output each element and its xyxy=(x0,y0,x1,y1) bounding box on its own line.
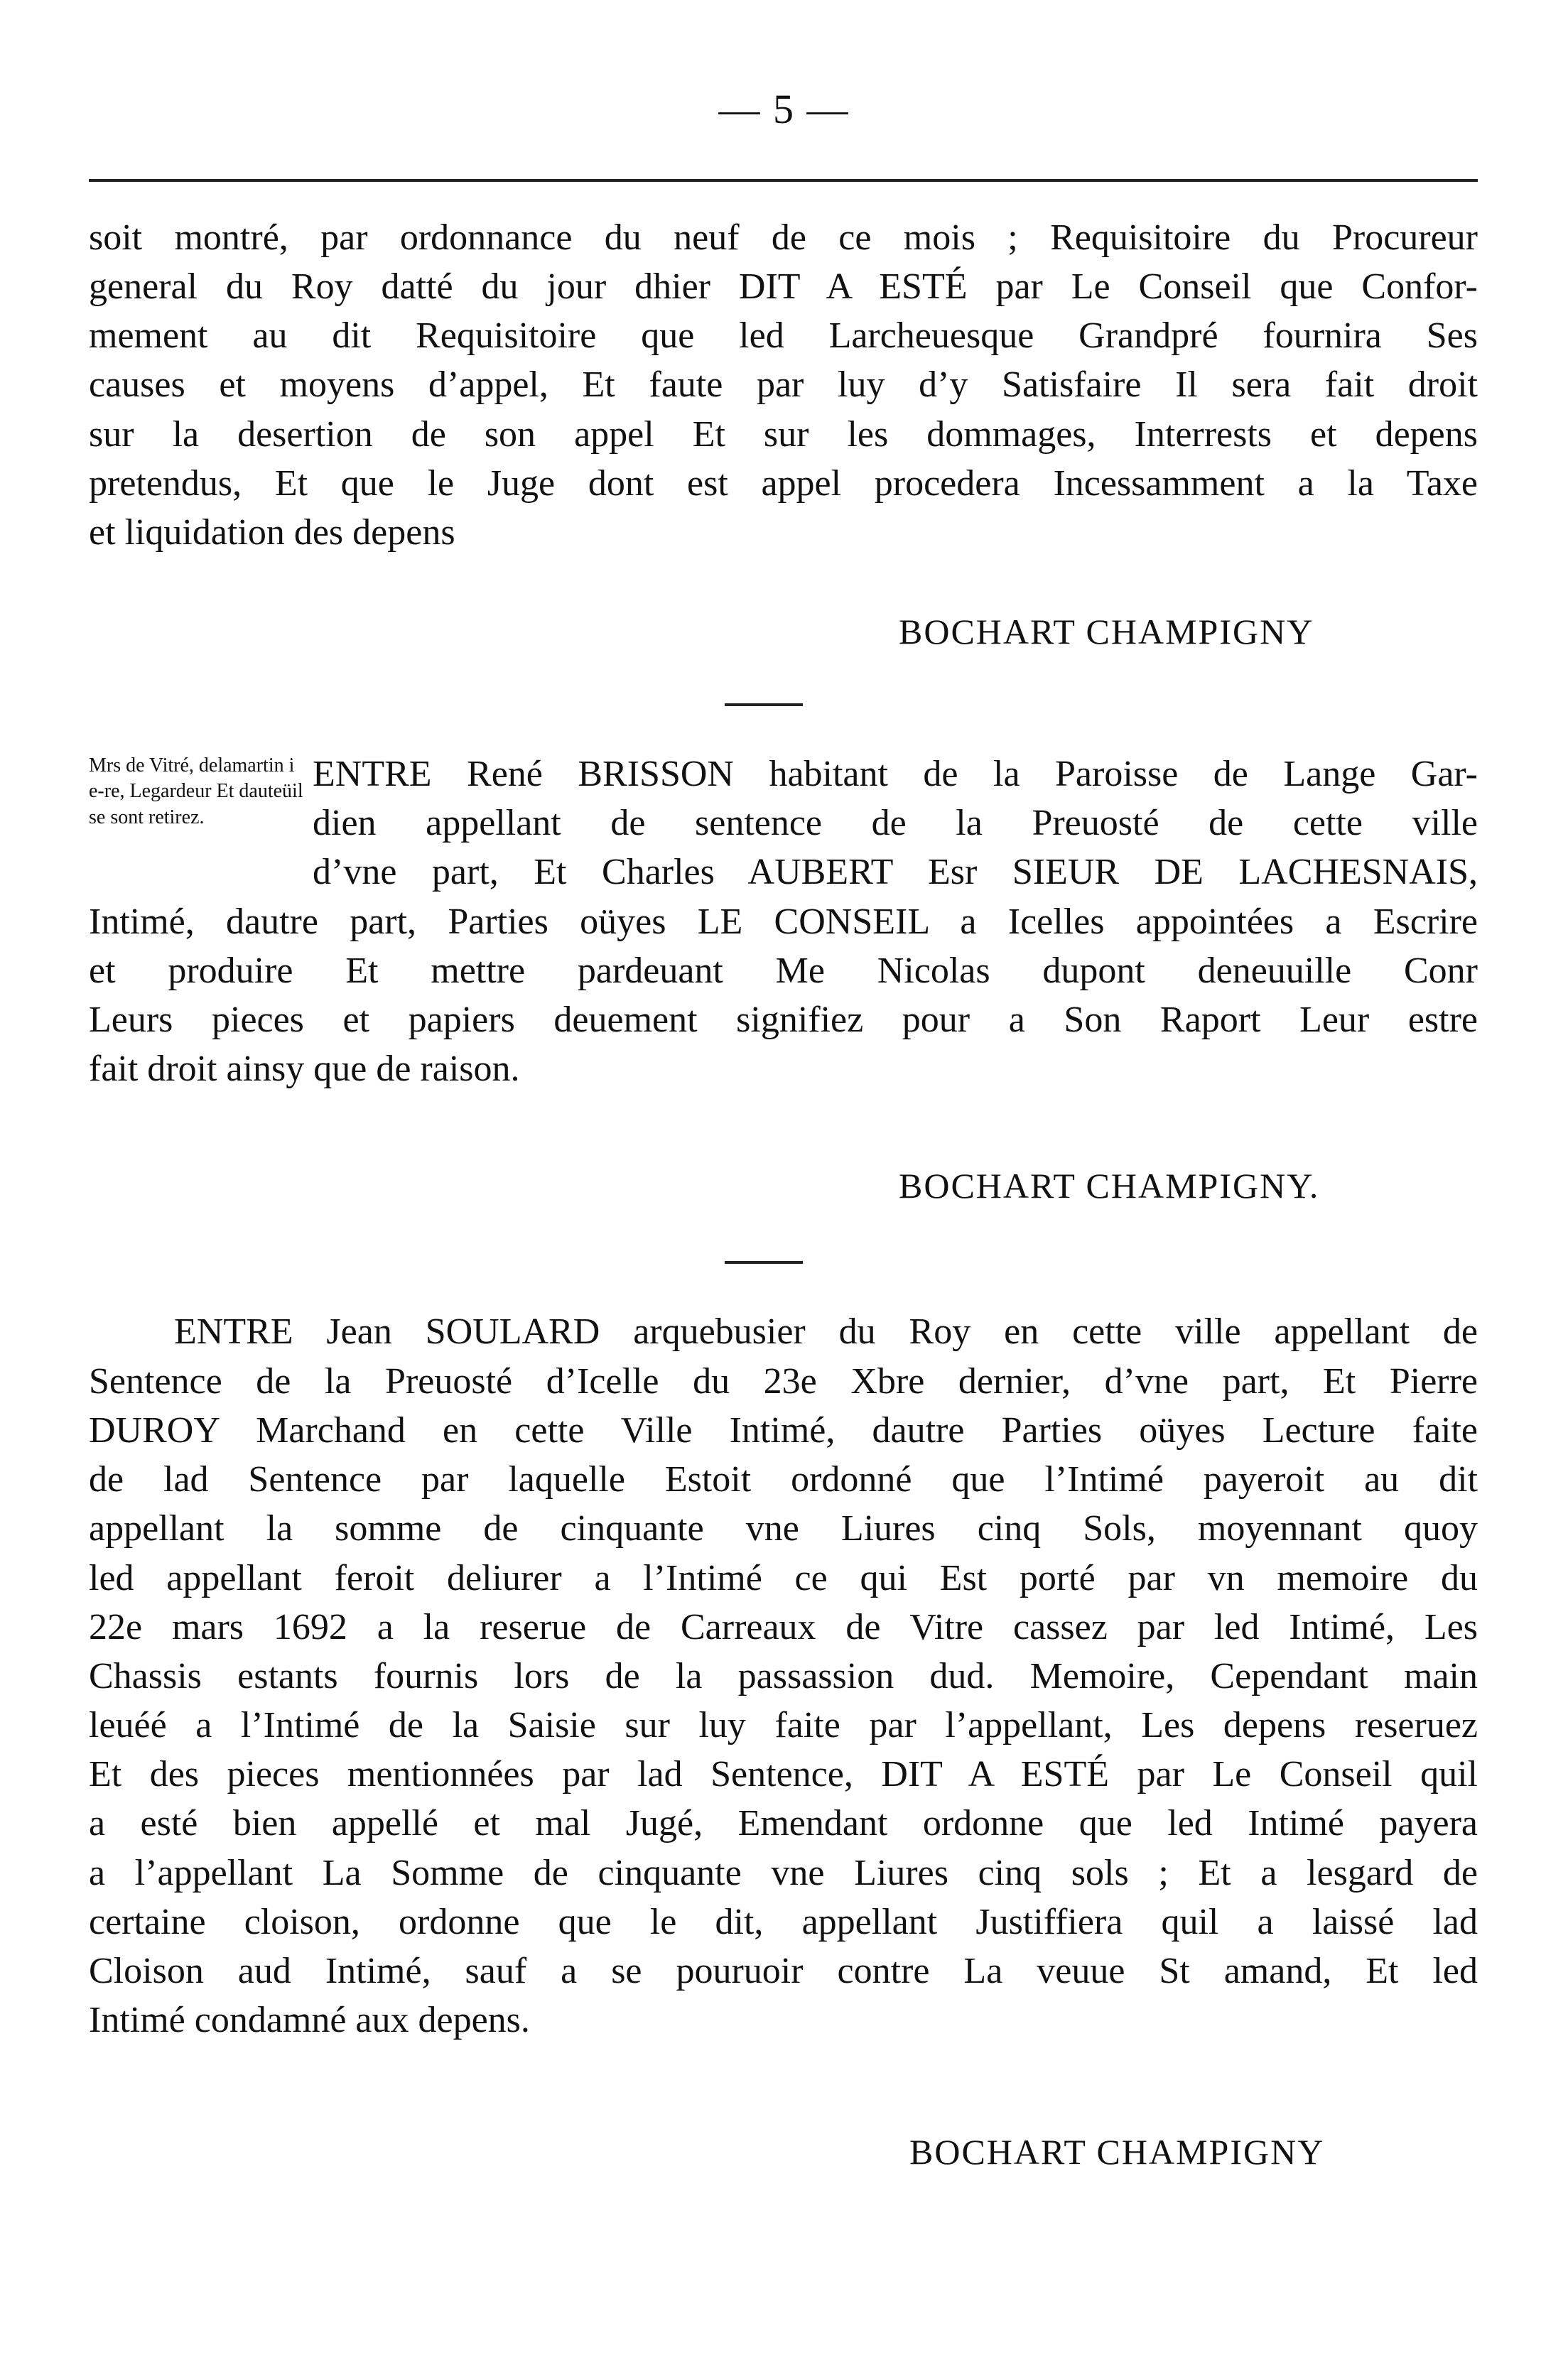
section-separator xyxy=(725,1261,803,1264)
section-3-first-line xyxy=(89,1307,1478,1356)
signature-2: BOCHART CHAMPIGNY. xyxy=(899,1166,1320,1206)
text-line: Cloison aud Intimé, sauf a se pouruoir contre La veuue St amand, Et led xyxy=(89,1950,1478,1991)
text-line: dien appellant de sentence de la Preuosté de cette ville xyxy=(313,803,1478,844)
signature-3: BOCHART CHAMPIGNY xyxy=(909,2132,1325,2172)
section-1-text xyxy=(89,213,1478,557)
text-line: ENTRE Jean SOULARD arquebusier du Roy en cette ville appellant de xyxy=(174,1311,1478,1352)
text-line: a esté bien appellé et mal Jugé, Emendant ordonne que led Intimé payera xyxy=(89,1803,1478,1844)
text-line: Sentence de la Preuosté d’Icelle du 23e Xbre dernier, d’vne part, Et Pierre xyxy=(89,1361,1478,1402)
text-line: led appellant feroit deliurer a l’Intimé ce qui Est porté par vn memoire du xyxy=(89,1557,1478,1598)
text-line: sur la desertion de son appel Et sur les dommages, Interrests et depens xyxy=(89,413,1478,455)
text-line: d’vne part, Et Charles AUBERT Esr SIEUR DE LACHESNAIS, xyxy=(313,852,1478,893)
text-line: a l’appellant La Somme de cinquante vne Liures cinq sols ; Et a lesgard de xyxy=(89,1852,1478,1893)
text-line: 22e mars 1692 a la reserue de Carreaux de Vitre cassez par led Intimé, Les xyxy=(89,1606,1478,1647)
text-line: et produire Et mettre pardeuant Me Nicolas dupont deneuuille Conr xyxy=(89,951,1478,992)
text-line: Intimé condamné aux depens. xyxy=(89,2000,530,2041)
text-line: fait droit ainsy que de raison. xyxy=(89,1049,520,1090)
section-2-opening xyxy=(313,749,1478,897)
text-line: DUROY Marchand en cette Ville Intimé, dautre Parties oüyes Lecture faite xyxy=(89,1410,1478,1451)
text-line: appellant la somme de cinquante vne Liures cinq Sols, moyennant quoy xyxy=(89,1508,1478,1549)
header-rule xyxy=(89,179,1478,182)
text-line: mement au dit Requisitoire que led Larcheuesque Grandpré fournira Ses xyxy=(89,315,1478,357)
text-line: Leurs pieces et papiers deuement signifiez pour a Son Raport Leur estre xyxy=(89,1000,1478,1041)
text-line: Et des pieces mentionnées par lad Sentence, DIT A ESTÉ par Le Conseil quil xyxy=(89,1754,1478,1795)
text-line: Intimé, dautre part, Parties oüyes LE CONSEIL a Icelles appointées a Escrire xyxy=(89,902,1478,942)
text-line: causes et moyens d’appel, Et faute par luy d’y Satisfaire Il sera fait droit xyxy=(89,364,1478,406)
text-line: certaine cloison, ordonne que le dit, appellant Justiffiera quil a laissé lad xyxy=(89,1901,1478,1942)
section-separator xyxy=(725,703,803,706)
text-line: soit montré, par ordonnance du neuf de ce mois ; Requisitoire du Procureur xyxy=(89,217,1478,258)
margin-note: Mrs de Vitré, delamartin i e-re, Legardeur Et dauteüil se sont retirez. xyxy=(89,754,303,828)
page-number: — 5 — xyxy=(718,86,850,132)
text-line: ENTRE René BRISSON habitant de la Paroisse de Lange Gar- xyxy=(313,754,1478,794)
signature-1: BOCHART CHAMPIGNY xyxy=(899,612,1314,651)
text-line: general du Roy datté du jour dhier DIT A ESTÉ par Le Conseil que Confor- xyxy=(89,266,1478,308)
text-line: Chassis estants fournis lors de la passassion dud. Memoire, Cependant main xyxy=(89,1655,1478,1696)
text-line: et liquidation des depens xyxy=(89,511,455,553)
section-3-text xyxy=(89,1357,1478,2045)
text-line: de lad Sentence par laquelle Estoit ordonné que l’Intimé payeroit au dit xyxy=(89,1459,1478,1500)
section-2-text xyxy=(89,897,1478,1094)
text-line: pretendus, Et que le Juge dont est appel procedera Incessamment a la Taxe xyxy=(89,462,1478,504)
text-line: leuéé a l’Intimé de la Saisie sur luy faite par l’appellant, Les depens reseruez xyxy=(89,1705,1478,1746)
